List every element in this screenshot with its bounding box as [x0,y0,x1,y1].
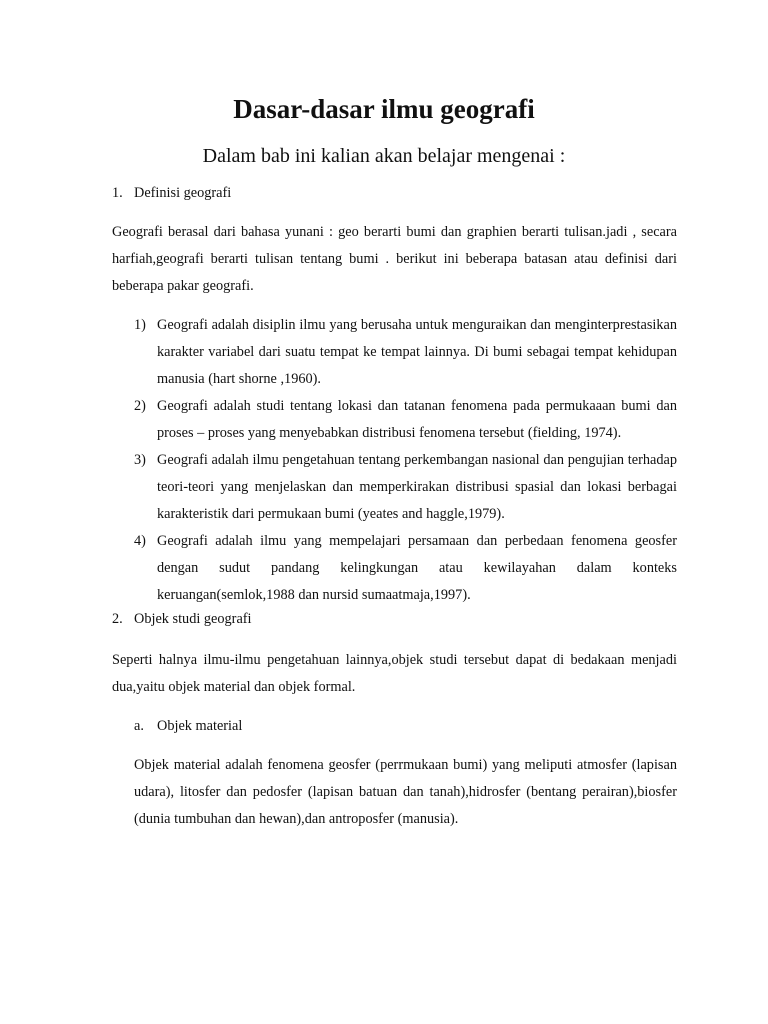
document-subtitle: Dalam bab ini kalian akan belajar mengenai : [202,145,566,167]
list-item [134,312,677,393]
list-marker: 2) [134,398,146,414]
section-1-number: 1. [112,185,123,201]
list-item [134,528,677,609]
section-2-heading [112,606,672,633]
list-marker: 3) [134,452,146,468]
section-1-intro: Geografi berasal dari bahasa yunani : geo berarti bumi dan graphien berarti tulisan.jadi , secara harfiah,geografi berarti tulisan tentang bumi . berikut ini beberapa batasan atau definisi dari beberapa pakar geografi. [112,224,677,294]
document-title: Dasar-dasar ilmu geografi [233,94,535,124]
section-2-number: 2. [112,611,123,627]
subsection-a-heading [134,713,674,740]
section-1-heading-text: Definisi geografi [134,185,232,201]
list-item-text: Geografi adalah ilmu pengetahuan tentang perkembangan nasional dan pengujian terhadap teori-teori yang menjelaskan dan memperkirakan distribusi spasial dan lokasi berbagai karakteristik dari permukaan bumi (yeates and haggle,1979). [157,452,677,522]
subsection-a-marker: a. [134,718,144,734]
section-2-intro: Seperti halnya ilmu-ilmu pengetahuan lainnya,objek studi tersebut dapat di bedakaan menjadi dua,yaitu objek material dan objek formal. [112,652,677,695]
list-item [134,393,677,447]
list-item-text: Geografi adalah ilmu yang mempelajari persamaan dan perbedaan fenomena geosfer dengan sudut pandang kelingkungan atau kewilayahan dalam konteks keruangan(semlok,1988 dan nursid sumaatmaja,1997). [157,533,677,603]
list-item [134,447,677,528]
list-item-text: Geografi adalah disiplin ilmu yang berusaha untuk menguraikan dan menginterprestasikan karakter variabel dari suatu tempat ke tempat lainnya. Di bumi sebagai tempat kehidupan manusia (hart shorne ,1960). [157,317,677,387]
subsection-a-text: Objek material adalah fenomena geosfer (perrmukaan bumi) yang meliputi atmosfer (lapisan udara), litosfer dan pedosfer (lapisan batuan dan tanah),hidrosfer (bentang perairan),biosfer (dunia tumbuhan dan hewan),dan antroposfer (manusia). [134,757,677,827]
section-2-heading-text: Objek studi geografi [134,611,252,627]
list-marker: 4) [134,533,146,549]
subsection-a-heading-text: Objek material [157,718,243,734]
definition-list [134,312,677,609]
section-1-heading [112,180,672,207]
list-marker: 1) [134,317,146,333]
list-item-text: Geografi adalah studi tentang lokasi dan tatanan fenomena pada permukaaan bumi dan proses – proses yang menyebabkan distribusi fenomena tersebut (fielding, 1974). [157,398,677,441]
